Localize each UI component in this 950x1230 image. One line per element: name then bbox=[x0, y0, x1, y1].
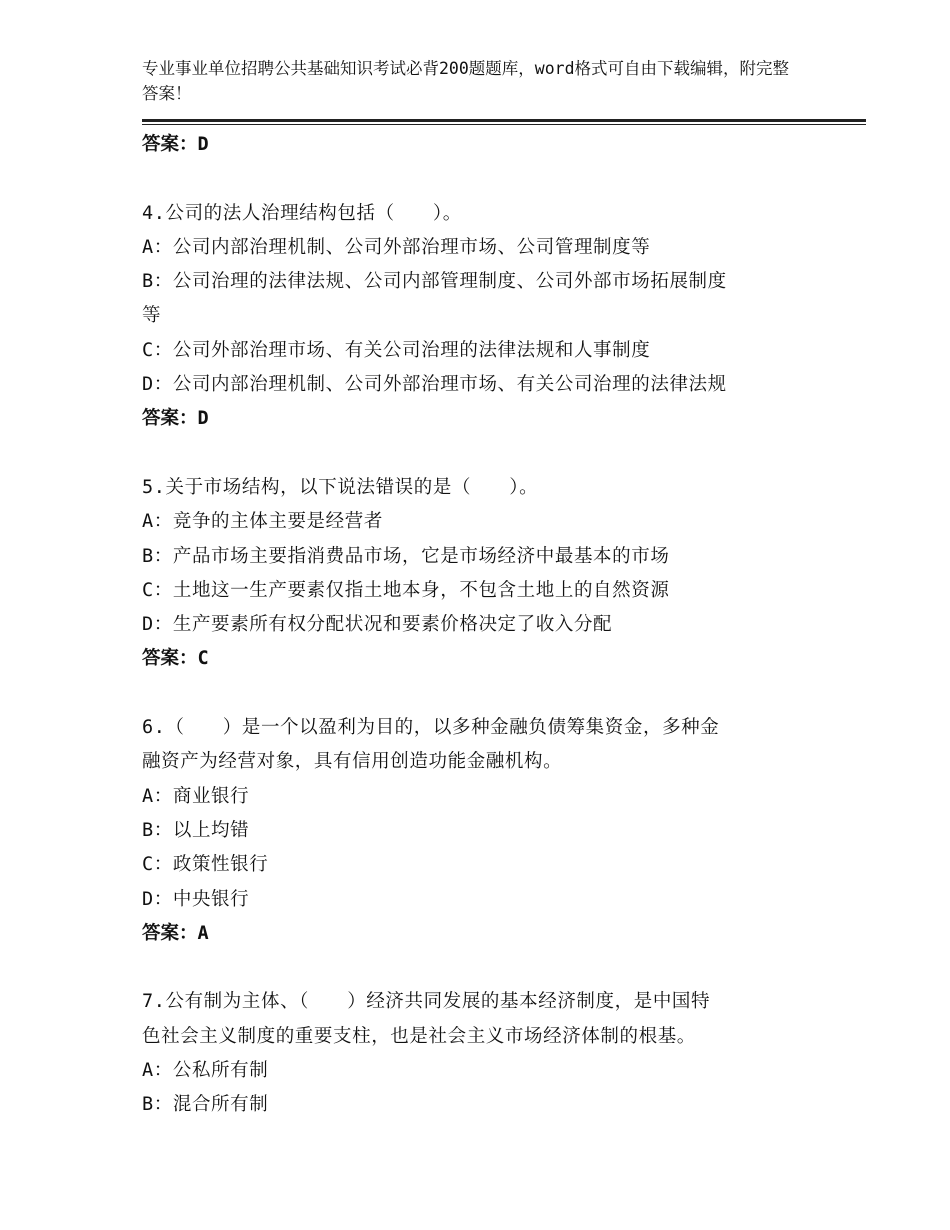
option-d: D：生产要素所有权分配状况和要素价格决定了收入分配 bbox=[142, 614, 613, 636]
option-d: D：公司内部治理机制、公司外部治理市场、有关公司治理的法律法规 bbox=[142, 374, 727, 396]
question-block bbox=[142, 711, 812, 951]
answer-label: 答案：A bbox=[142, 922, 209, 944]
question-stem: 4.公司的法人治理结构包括（ ）。 bbox=[142, 202, 462, 224]
question-stem: 5.关于市场结构，以下说法错误的是（ ）。 bbox=[142, 476, 539, 498]
question-stem: 7.公有制为主体、（ ）经济共同发展的基本经济制度，是中国特 bbox=[142, 991, 711, 1013]
option-c: C：土地这一生产要素仅指土地本身，不包含土地上的自然资源 bbox=[142, 579, 670, 601]
question-block bbox=[142, 471, 812, 677]
option-a: A：商业银行 bbox=[142, 785, 250, 807]
document-header: 专业事业单位招聘公共基础知识考试必背200题题库，word格式可自由下载编辑，附完整答案！ bbox=[142, 59, 790, 103]
question-block bbox=[142, 197, 812, 437]
option-a: A：公司内部治理机制、公司外部治理市场、公司管理制度等 bbox=[142, 236, 651, 258]
option-c: C：公司外部治理市场、有关公司治理的法律法规和人事制度 bbox=[142, 339, 651, 361]
answer-label: 答案：C bbox=[142, 648, 209, 670]
option-b: B：产品市场主要指消费品市场，它是市场经济中最基本的市场 bbox=[142, 545, 670, 567]
question-stem: 6.（ ）是一个以盈利为目的，以多种金融负债筹集资金，多种金 bbox=[142, 717, 720, 739]
option-b: B：公司治理的法律法规、公司内部管理制度、公司外部市场拓展制度 bbox=[142, 271, 727, 293]
option-b: B：以上均错 bbox=[142, 819, 250, 841]
header-rule-thick bbox=[142, 119, 866, 122]
question-block bbox=[142, 985, 812, 1122]
option-b-continued: 等 bbox=[142, 305, 162, 327]
option-d: D：中央银行 bbox=[142, 888, 250, 910]
option-b: B：混合所有制 bbox=[142, 1094, 269, 1116]
option-a: A：竞争的主体主要是经营者 bbox=[142, 511, 383, 533]
question-content bbox=[142, 128, 812, 1123]
question-stem-continued: 色社会主义制度的重要支柱，也是社会主义市场经济体制的根基。 bbox=[142, 1025, 696, 1047]
question-stem-continued: 融资产为经营对象，具有信用创造功能金融机构。 bbox=[142, 751, 563, 773]
option-a: A：公私所有制 bbox=[142, 1060, 269, 1082]
answer-label: 答案：D bbox=[142, 408, 209, 430]
answer-label: 答案：D bbox=[142, 134, 209, 155]
option-c: C：政策性银行 bbox=[142, 854, 269, 876]
header-rule-thin bbox=[142, 124, 866, 125]
